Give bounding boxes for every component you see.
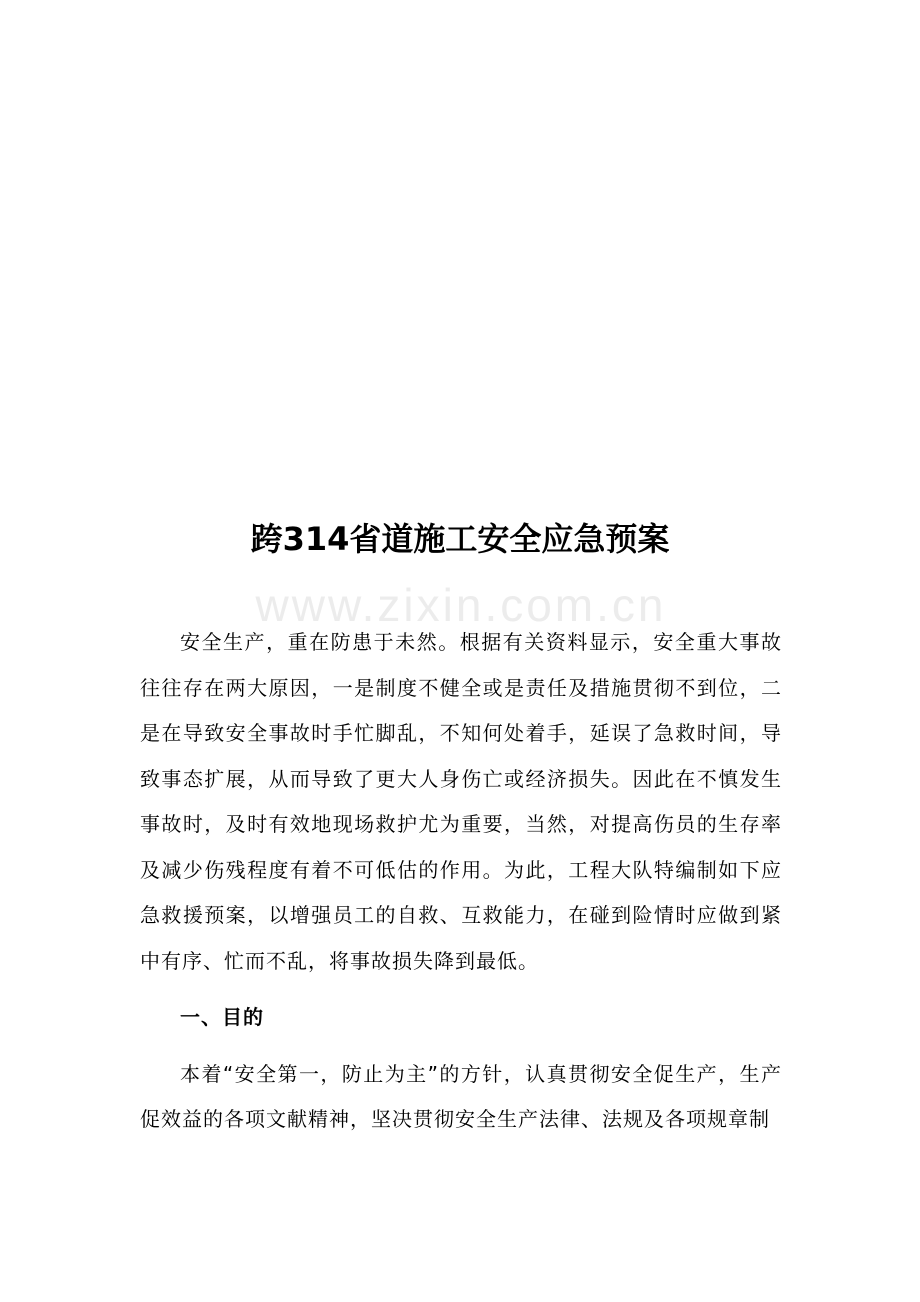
section-heading-purpose: 一、目的 (180, 1005, 264, 1029)
section-paragraph-purpose: 本着“安全第一，防止为主”的方针，认真贯彻安全促生产，生产促效益的各项文献精神，坚决贯彻安全生产法律、法规及各项规章制 (140, 1061, 782, 1131)
watermark: www.zixin.com.cn (255, 579, 667, 631)
document-title: 跨314省道施工安全应急预案 (250, 520, 670, 558)
document-body (140, 620, 782, 1143)
intro-paragraph: 安全生产，重在防患于未然。根据有关资料显示，安全重大事故往往存在两大原因，一是制度不健全或是责任及措施贯彻不到位，二是在导致安全事故时手忙脚乱，不知何处着手，延误了急救时间，导致事态扩展，从而导致了更大人身伤亡或经济损失。因此在不慎发生事故时，及时有效地现场救护尤为重要，当然，对提高伤员的生存率及减少伤残程度有着不可低估的作用。为此，工程大队特编制如下应急救援预案，以增强员工的自救、互救能力，在碰到险情时应做到紧中有序、忙而不乱，将事故损失降到最低。 (140, 630, 782, 973)
